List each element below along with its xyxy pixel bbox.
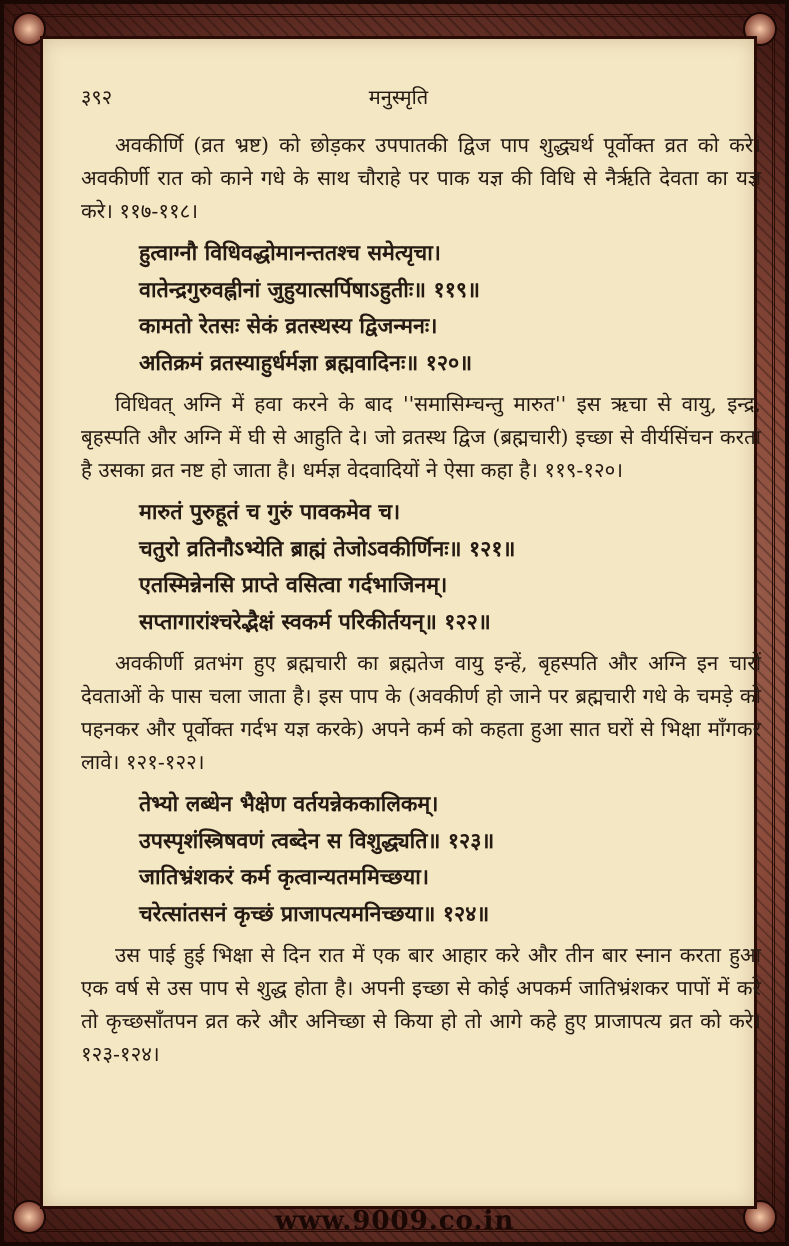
verse-line: सप्तागारांश्चरेद्भैक्षं स्वकर्म परिकीर्तयन्॥ १२२॥ [139,609,491,635]
verse-line: अतिक्रमं व्रतस्याहुर्धर्मज्ञा ब्रह्मवादिनः॥ १२०॥ [139,350,473,376]
verse-block [81,787,761,933]
page-body [81,129,761,1071]
verse-line: कामतो रेतसः सेकं व्रतस्थस्य द्विजन्मनः। [139,314,438,339]
website-url[interactable]: www.9009.co.in [274,1206,515,1236]
verse-line: चतुरो व्रतिनौऽभ्येति ब्राह्मं तेजोऽवकीर्णिनः॥ १२१॥ [139,536,516,562]
commentary-paragraph: उस पाई हुई भिक्षा से दिन रात में एक बार आहार करे और तीन बार स्नान करता हुआ एक वर्ष से उस पाप से शुद्ध होता है। अपनी इच्छा से कोई अपकर्म जातिभ्रंशकर पापों में करे तो कृच्छसाँतपन व्रत करे और अनिच्छा से किया हो तो आगे कहे हुए प्राजापत्य व्रत को करे। १२३-१२४। [81,943,761,1066]
verse-line: तेभ्यो लब्धेन भैक्षेण वर्तयन्नेककालिकम्। [139,792,439,817]
commentary-paragraph: विधिवत् अग्नि में हवा करने के बाद ''समासिम्चन्तु मारुत'' इस ऋचा से वायु, इन्द्र, बृहस्पति और अग्नि में घी से आहुति दे। जो व्रतस्थ द्विज (ब्रह्मचारी) इच्छा से वीर्यसिंचन करता है उसका व्रत नष्ट हो जाता है। धर्मज्ञ वेदवादियों ने ऐसा कहा है। ११९-१२०। [81,392,761,482]
verse-line: चरेत्सांतसनं कृच्छं प्राजापत्यमनिच्छया॥ १२४॥ [139,901,490,927]
commentary-paragraph: अवकीर्णि (व्रत भ्रष्ट) को छोड़कर उपपातकी द्विज पाप शुद्ध्यर्थ पूर्वोक्त व्रत को करे। अवकीर्णी रात को काने गधे के साथ चौराहे पर पाक यज्ञ की विधि से नैर्ऋति देवता का यज्ञ करे। ११७-११८। [81,133,761,223]
verse-line: उपस्पृशंस्त्रिषवणं त्वब्देन स विशुद्ध्यति॥ १२३॥ [139,828,495,854]
verse-block [81,495,761,641]
verse-line: वातेन्द्रगुरुवह्नीनां जुहुयात्सर्पिषाऽहुतीः॥ ११९॥ [139,277,480,303]
verse-line: मारुतं पुरुहूतं च गुरुं पावकमेव च। [139,500,401,525]
running-title: मनुस्मृति [368,85,429,109]
verse-line: हुत्वाग्नौ विधिवद्धोमानन्ततश्च समेत्यृचा। [139,241,441,266]
verse-block [81,236,761,382]
commentary-paragraph: अवकीर्णी व्रतभंग हुए ब्रह्मचारी का ब्रह्मतेज वायु इन्हें, बृहस्पति और अग्नि इन चारों देवताओं के पास चला जाता है। इस पाप के (अवकीर्ण हो जाने पर ब्रह्मचारी गधे के चमड़े को पहनकर और पूर्वोक्त गर्दभ यज्ञ करके) अपने कर्म को कहता हुआ सात घरों से भिक्षा माँगकर लावे। १२१-१२२। [81,651,761,774]
verse-line: जातिभ्रंशकरं कर्म कृत्वान्यतममिच्छया। [139,865,429,890]
page-header [43,83,754,113]
book-page [40,36,761,1209]
verse-line: एतस्मिन्नेनसि प्राप्ते वसित्वा गर्दभाजिनम्। [139,573,448,598]
page-number: ३९२ [81,85,113,109]
